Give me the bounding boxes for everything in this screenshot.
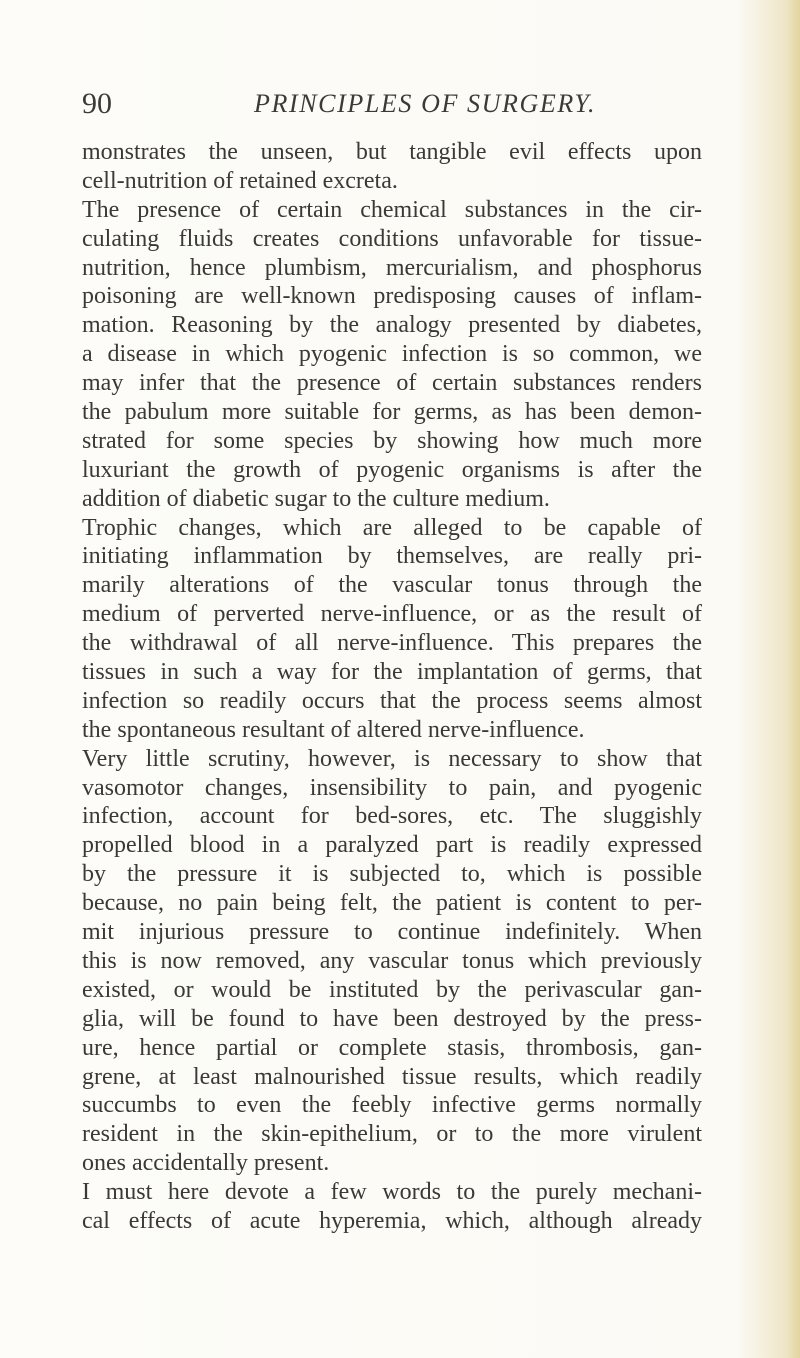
text-line: resident in the skin-epithelium, or to the more virulent bbox=[82, 1121, 702, 1148]
page-number: 90 bbox=[82, 87, 112, 120]
text-line: addition of diabetic sugar to the culture medium. bbox=[82, 485, 550, 512]
text-line: initiating inflammation by themselves, are really pri- bbox=[82, 543, 702, 570]
text-line: the spontaneous resultant of altered nerve-influence. bbox=[82, 716, 585, 743]
text-line: the pabulum more suitable for germs, as has been demon- bbox=[82, 399, 702, 426]
text-line: Very little scrutiny, however, is necessary to show that bbox=[82, 745, 702, 772]
text-line: infection, account for bed-sores, etc. The sluggishly bbox=[82, 803, 702, 830]
text-line: poisoning are well-known predisposing causes of inflam- bbox=[82, 283, 702, 310]
text-line: Trophic changes, which are alleged to be capable of bbox=[82, 514, 702, 541]
text-line: existed, or would be instituted by the perivascular gan- bbox=[82, 976, 702, 1003]
page-edge-shadow bbox=[786, 0, 800, 1358]
page-header bbox=[82, 86, 702, 126]
text-line: vasomotor changes, insensibility to pain, and pyogenic bbox=[82, 774, 702, 801]
text-line: grene, at least malnourished tissue results, which readily bbox=[82, 1063, 702, 1090]
text-line: by the pressure it is subjected to, which is possible bbox=[82, 861, 702, 888]
text-line: monstrates the unseen, but tangible evil effects upon bbox=[82, 139, 702, 165]
text-line: culating fluids creates conditions unfavorable for tissue- bbox=[82, 225, 702, 252]
text-line: cell-nutrition of retained excreta. bbox=[82, 167, 398, 194]
text-line: ones accidentally present. bbox=[82, 1150, 330, 1177]
text-line: luxuriant the growth of pyogenic organisms is after the bbox=[82, 456, 702, 483]
text-line: this is now removed, any vascular tonus which previously bbox=[82, 947, 702, 974]
text-line: marily alterations of the vascular tonus through the bbox=[82, 572, 702, 599]
text-line: because, no pain being felt, the patient is content to per- bbox=[82, 890, 702, 917]
text-line: glia, will be found to have been destroyed by the press- bbox=[82, 1005, 702, 1032]
text-line: medium of perverted nerve-influence, or as the result of bbox=[82, 601, 702, 628]
running-title: PRINCIPLES OF SURGERY. bbox=[254, 89, 597, 118]
text-line: cal effects of acute hyperemia, which, although already bbox=[82, 1207, 702, 1234]
text-line: infection so readily occurs that the process seems almost bbox=[82, 687, 702, 714]
text-line: I must here devote a few words to the purely mechani- bbox=[82, 1179, 702, 1206]
text-line: nutrition, hence plumbism, mercurialism, and phosphorus bbox=[82, 254, 702, 281]
text-line: may infer that the presence of certain substances renders bbox=[82, 370, 702, 397]
text-line: propelled blood in a paralyzed part is readily expressed bbox=[82, 832, 702, 859]
text-line: ure, hence partial or complete stasis, thrombosis, gan- bbox=[82, 1034, 702, 1061]
text-line: tissues in such a way for the implantation of germs, that bbox=[82, 659, 702, 686]
text-line: the withdrawal of all nerve-influence. This prepares the bbox=[82, 630, 702, 657]
text-line: mation. Reasoning by the analogy presented by diabetes, bbox=[82, 312, 702, 339]
text-line: a disease in which pyogenic infection is so common, we bbox=[82, 341, 702, 368]
text-line: strated for some species by showing how much more bbox=[82, 427, 702, 454]
text-line: The presence of certain chemical substances in the cir- bbox=[82, 196, 702, 223]
text-line: succumbs to even the feebly infective germs normally bbox=[82, 1092, 702, 1119]
body-text bbox=[82, 138, 702, 1236]
text-line: mit injurious pressure to continue indefinitely. When bbox=[82, 919, 702, 946]
